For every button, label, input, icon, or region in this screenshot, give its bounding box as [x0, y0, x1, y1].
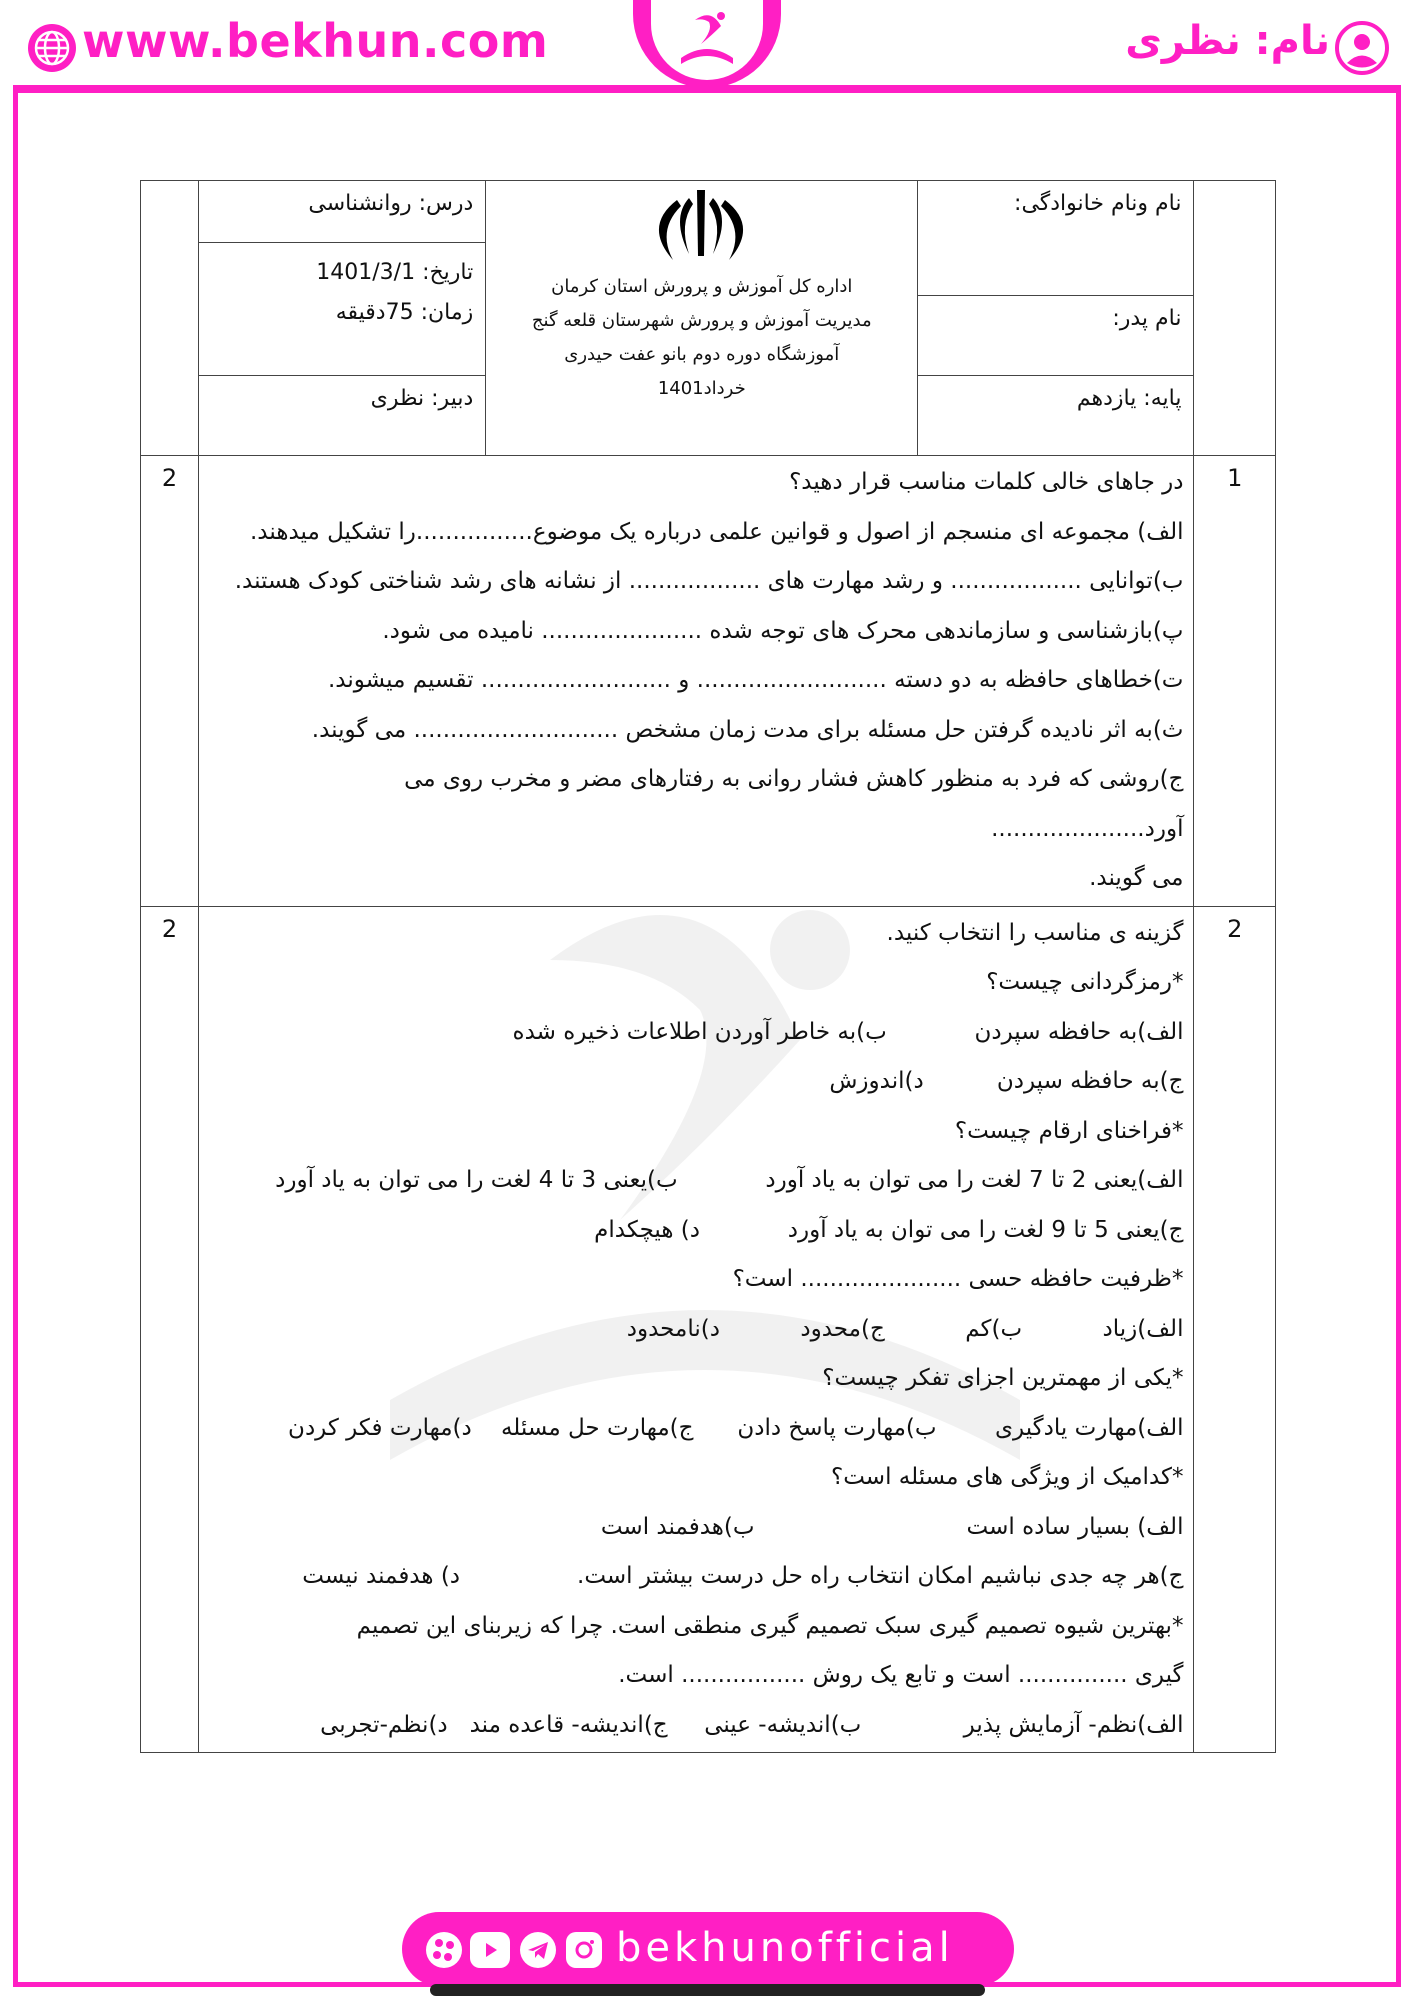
- top-bar: [0, 0, 1414, 92]
- q2-line-16: گیری ............... است و تابع یک روش ................. است.: [618, 1662, 1184, 1688]
- q2-line-11: الف)مهارت یادگیری ب)مهارت پاسخ دادن ج)مهارت حل مسئله د)مهارت فکر کردن: [288, 1414, 1184, 1441]
- q2-number: 2: [1194, 906, 1276, 1753]
- q2-line-4: ج)به حافظه سپردن د)اندوزش: [829, 1068, 1184, 1094]
- grade-field: پایه: یازدهم: [918, 376, 1194, 456]
- book-logo-icon: [651, 0, 763, 80]
- q1-line-1: در جاهای خالی کلمات مناسب قرار دهید؟: [789, 469, 1184, 495]
- student-name-field: نام ونام خانوادگی:: [918, 181, 1194, 296]
- q2-line-12: *کدامیک از ویژگی های مسئله است؟: [831, 1464, 1184, 1490]
- q2-line-13: الف) بسیار ساده است ب)هدفمند است: [600, 1513, 1184, 1540]
- website-url[interactable]: www.bekhun.com: [82, 14, 549, 68]
- exam-table: [140, 180, 1276, 1753]
- q2-line-9: الف)زیاد ب)کم ج)محدود د)نامحدود: [626, 1315, 1184, 1342]
- q2-line-1: گزینه ی مناسب را انتخاب کنید.: [886, 919, 1184, 946]
- iran-emblem-icon: [487, 182, 916, 262]
- q2-line-17: الف)نظم- آزمایش پذیر ب)اندیشه- عینی ج)اندیشه- قاعده مند د)نظم-تجربی: [320, 1711, 1184, 1738]
- q2-line-14: ج)هر چه جدی نباشیم امکان انتخاب راه حل درست بیشتر است. د) هدفمند نیست: [302, 1563, 1184, 1589]
- globe-icon: [26, 22, 78, 74]
- subject-field: درس: روانشناسی: [199, 181, 486, 243]
- student-name-label: نام: نظری: [1125, 18, 1330, 64]
- q2-body: [199, 906, 1194, 1753]
- org-line-2: مدیریت آموزش و پرورش شهرستان قلعه گنج: [531, 310, 872, 331]
- q2-line-8: *ظرفیت حافظه حسی ...................... است؟: [732, 1266, 1184, 1292]
- q1-number: 1: [1194, 456, 1276, 907]
- q1-line-7: ج)روشی که فرد به منظور کاهش فشار روانی به رفتارهای مضر و مخرب روی می آورد.....................: [404, 766, 1184, 842]
- q2-line-3: الف)به حافظه سپردن ب)به خاطر آوردن اطلاعات ذخیره شده: [512, 1018, 1184, 1045]
- q1-line-2: الف) مجموعه ای منسجم از اصول و قوانین علمی درباره یک موضوع................را تشکیل میدهند.: [250, 518, 1184, 545]
- footer-shadow: [430, 1984, 985, 1996]
- instagram-icon[interactable]: [566, 1932, 602, 1968]
- father-name-field: نام پدر:: [918, 296, 1194, 376]
- q2-line-2: *رمزگردانی چیست؟: [986, 969, 1184, 995]
- q1-score: 2: [141, 456, 199, 907]
- date-field: تاریخ: 1401/3/1: [316, 260, 474, 285]
- user-icon: [1334, 20, 1390, 76]
- header-number-cell: [1194, 181, 1276, 456]
- q1-line-8: می گویند.: [1089, 865, 1184, 891]
- q1-line-4: پ)بازشناسی و سازماندهی محرک های توجه شده ...................... نامیده می شود.: [382, 617, 1184, 644]
- q1-body: [199, 456, 1194, 907]
- q1-line-5: ت)خطاهای حافظه به دو دسته .......................... و .......................... تقسیم میشوند.: [327, 667, 1184, 693]
- org-line-4: خرداد1401: [657, 378, 746, 399]
- teacher-field: دبیر: نظری: [199, 376, 486, 456]
- footer-handle[interactable]: bekhunofficial: [616, 1925, 954, 1971]
- aparat-icon[interactable]: [426, 1932, 462, 1968]
- q2-line-15: *بهترین شیوه تصمیم گیری سبک تصمیم گیری منطقی است. چرا که زیربنای این تصمیم: [356, 1612, 1184, 1639]
- duration-field: زمان: 75دقیقه: [335, 300, 474, 325]
- q2-line-5: *فراخنای ارقام چیست؟: [954, 1117, 1184, 1144]
- date-duration-field: [199, 243, 486, 376]
- org-line-1: اداره کل آموزش و پرورش استان کرمان: [551, 276, 853, 297]
- q2-line-7: ج)یعنی 5 تا 9 لغت را می توان به یاد آورد د) هیچکدام: [594, 1216, 1184, 1243]
- header-score-cell: [141, 181, 199, 456]
- q1-line-6: ث)به اثر نادیده گرفتن حل مسئله برای مدت زمان مشخص ............................ می گویند.: [311, 716, 1184, 743]
- org-text: [487, 266, 916, 406]
- telegram-icon[interactable]: [520, 1932, 556, 1968]
- org-line-3: آموزشگاه دوره دوم بانو عفت حیدری: [564, 344, 840, 365]
- q2-line-6: الف)یعنی 2 تا 7 لغت را می توان به یاد آورد ب)یعنی 3 تا 4 لغت را می توان به یاد آورد: [275, 1167, 1184, 1193]
- q1-line-3: ب)توانایی .................. و رشد مهارت های .................. از نشانه های رشد شناختی کودک هستند.: [234, 568, 1184, 594]
- q2-score: 2: [141, 906, 199, 1753]
- org-cell: [486, 181, 918, 456]
- q2-line-10: *یکی از مهمترین اجزای تفکر چیست؟: [822, 1365, 1184, 1391]
- brand-logo: [651, 0, 763, 80]
- youtube-icon[interactable]: [470, 1932, 510, 1968]
